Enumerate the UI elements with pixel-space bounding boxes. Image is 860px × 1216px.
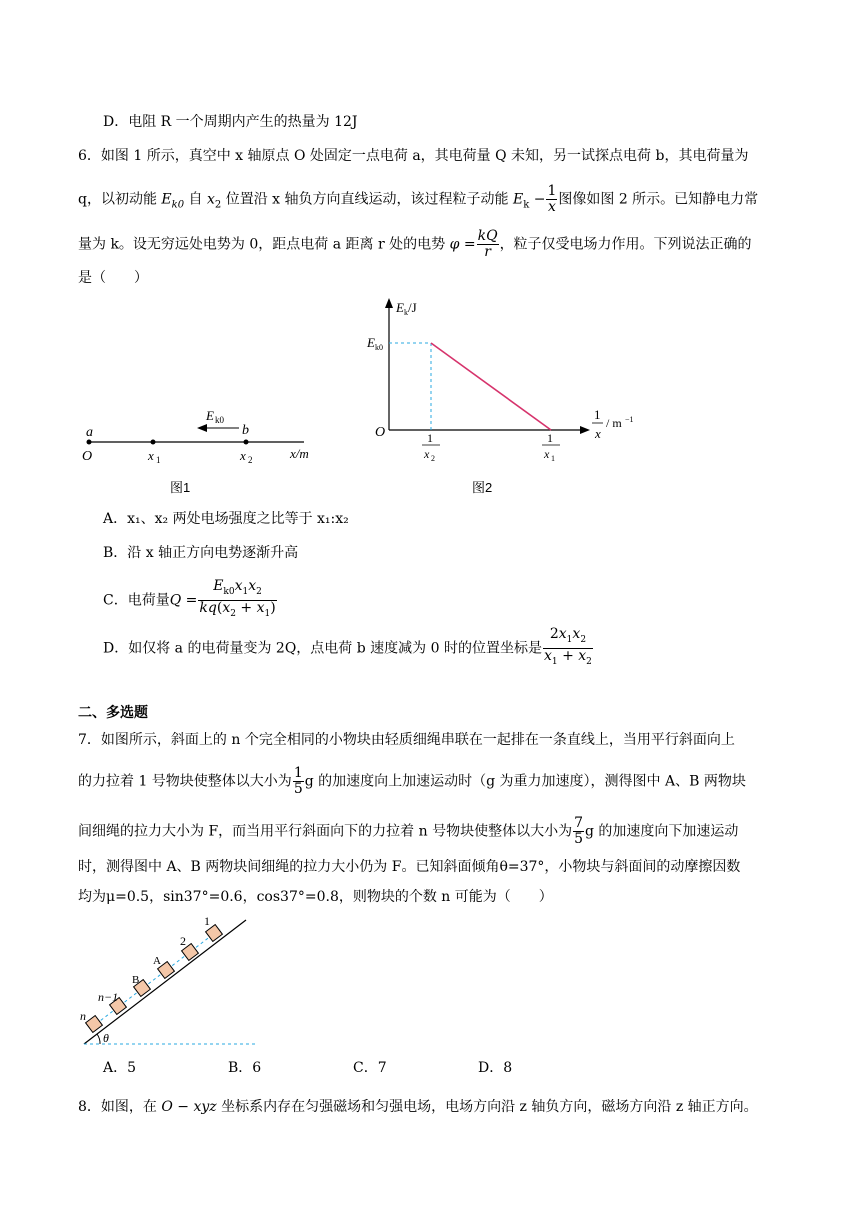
ek0-label: E (206, 408, 214, 423)
label-n: n (80, 1009, 86, 1023)
figure1-caption: 图1 (170, 480, 191, 495)
y-axis-arrow-icon (385, 298, 393, 308)
svg-text:k: k (404, 308, 408, 317)
y-tick-ek0: E (367, 335, 375, 350)
svg-text:/ m: / m (606, 416, 622, 430)
q7-stem-line3: 间细绳的拉力大小为 F，而当用平行斜面向下的力拉着 n 号物块使整体以大小为 $\frac{7}{5}$ g 的加速度向下加速运动 (78, 815, 739, 847)
x-tick-1-over-x2: 1 (427, 431, 433, 445)
q7-stem-line2: 的力拉着 1 号物块使整体以大小为 $\frac{1}{5}$ g 的加速度向上加速运动时（g 为重力加速度），测得图中 A、B 两物块 (78, 765, 746, 797)
svg-text:x: x (424, 447, 430, 461)
label-n-minus-1: n−1 (98, 990, 119, 1004)
label-a: a (86, 425, 93, 440)
q6-option-a: A．x₁、x₂ 两处电场强度之比等于 x₁:x₂ (103, 511, 349, 527)
q6-figure2 (360, 292, 650, 480)
x-axis-arrow-icon (580, 426, 590, 434)
label-x1: x (148, 448, 154, 463)
q6-stem-line4: 是（ ） (78, 270, 148, 286)
label-a: A (153, 955, 161, 967)
q7-stem-line5: 均为μ=0.5，sin37°=0.6，cos37°=0.8，则物块的个数 n 可能为（ ） (78, 889, 553, 905)
q8-stem-line1: 8．如图，在 O − xyz 坐标系内存在匀强磁场和匀强电场，电场方向沿 z 轴负方向，磁场方向沿 z 轴正方向。 (78, 1099, 758, 1115)
axis-label: x/m (290, 446, 309, 461)
label-x2-sub: 2 (248, 455, 253, 465)
charge-b-point (244, 440, 249, 445)
label-1: 1 (204, 914, 210, 928)
charge-a-point (87, 440, 92, 445)
svg-text:x: x (544, 447, 550, 461)
label-b: B (132, 974, 140, 986)
label-x1-sub: 1 (156, 455, 161, 465)
q7-stem-line4: 时，测得图中 A、B 两物块间细绳的拉力大小仍为 F。已知斜面倾角θ=37°，小物块与斜面间的动摩擦因数 (78, 859, 741, 875)
svg-text:−1: −1 (625, 415, 634, 424)
block-n (86, 1016, 103, 1033)
q7-option-b: B．6 (228, 1060, 262, 1076)
origin-label: O (375, 425, 386, 440)
y-axis-label: E (396, 300, 404, 315)
q6-figure1 (76, 400, 336, 470)
arrow-left-icon (197, 424, 207, 432)
section-heading: 二、多选题 (78, 704, 148, 720)
svg-text:k0: k0 (375, 343, 383, 352)
q7-option-a: A．5 (103, 1060, 137, 1076)
label-b: b (242, 423, 249, 438)
svg-text:/J: /J (408, 300, 417, 315)
q5-option-d: D．电阻 R 一个周期内产生的热量为 12J (103, 114, 358, 130)
x1-point (151, 440, 156, 445)
label-x2: x (240, 448, 246, 463)
label-2: 2 (180, 934, 186, 948)
q6-option-d: D．如仅将 a 的电荷量变为 2Q，点电荷 b 速度减为 0 时的位置坐标是 $\frac{2x_1x_2}{x_1 + x_2}$ (103, 626, 592, 667)
figure2-caption: 图2 (472, 480, 493, 495)
q6-stem-line1: 6．如图 1 所示，真空中 x 轴原点 O 处固定一点电荷 a，其电荷量 Q 未知，另一试探点电荷 b，其电荷量为 (78, 148, 749, 164)
ek0-sub: k0 (215, 415, 224, 425)
q7-option-c: C．7 (353, 1060, 387, 1076)
q7-incline-figure (78, 912, 258, 1050)
ek-curve (431, 343, 551, 430)
label-origin: O (82, 449, 93, 464)
q6-option-c: C．电荷量Q = $\frac{E_{k0}x_1x_2}{kq(x_2 + x_1)}$ (103, 578, 276, 619)
label-theta: θ (103, 1031, 109, 1045)
q6-stem-line2: q，以初动能 $E_{k0}$ 自 $x_2$ 位置沿 x 轴负方向直线运动，该过程粒子动能 $E_k$ − $\frac{1}{x}$ 图像如图 2 所示。已知静电力常 (78, 183, 759, 215)
incline-surface (84, 920, 246, 1044)
q7-stem-line1: 7．如图所示，斜面上的 n 个完全相同的小物块由轻质细绳串联在一起排在一条直线上，当用平行斜面向上 (78, 732, 735, 748)
x-axis-label-num: 1 (594, 407, 601, 422)
svg-text:1: 1 (551, 454, 555, 463)
x-tick-1-over-x1: 1 (547, 431, 553, 445)
q7-option-d: D．8 (478, 1060, 513, 1076)
q6-stem-line3: 量为 k。设无穷远处电势为 0，距点电荷 a 距离 r 处的电势 φ = $\frac{kQ}{r}$ ，粒子仅受电场力作用。下列说法正确的 (78, 228, 752, 260)
svg-text:x: x (595, 426, 601, 441)
q6-option-b: B．沿 x 轴正方向电势逐渐升高 (103, 545, 299, 561)
svg-text:2: 2 (431, 454, 435, 463)
q7-options (103, 1058, 603, 1078)
